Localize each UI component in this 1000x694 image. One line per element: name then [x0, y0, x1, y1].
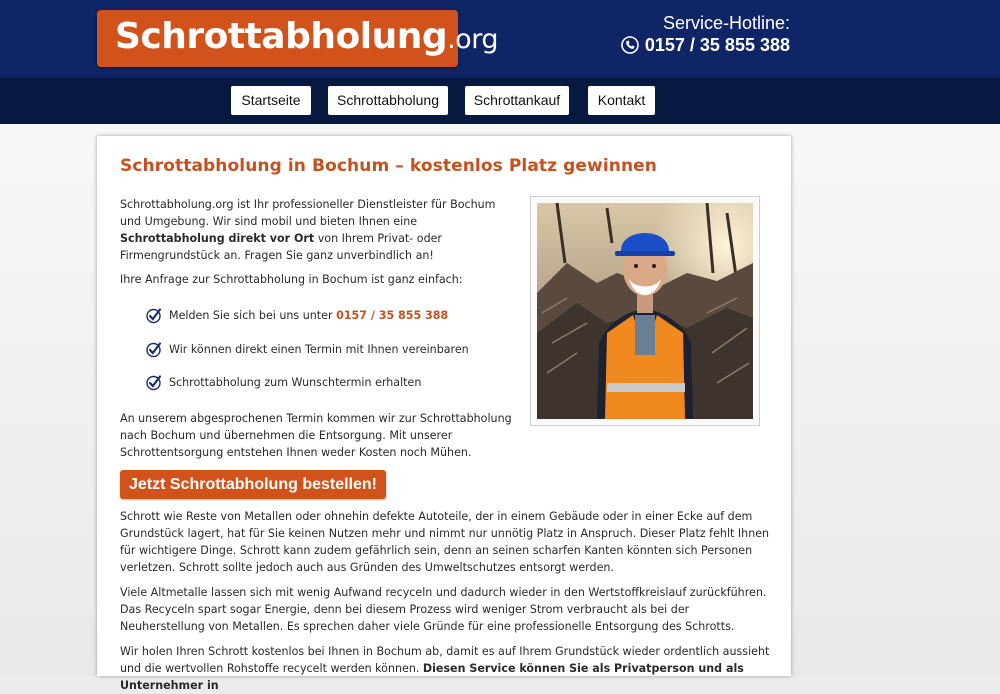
site-header [0, 0, 1000, 78]
main-content-card [97, 136, 791, 692]
step-text [169, 307, 448, 325]
page-title: Schrottabholung in Bochum – kostenlos Platz gewinnen [120, 156, 658, 176]
content-paragraph-3-text: Wir holen Ihren Schrott kostenlos bei Ihnen in Bochum ab, damit es auf Ihrem Grundstück wieder ordentlich aussieht und die wertvollen Rohstoffe recycelt werden können. [120, 645, 770, 675]
content-paragraph-1: Schrott wie Reste von Metallen oder ohnehin defekte Autoteile, der in einem Gebäude oder in einer Ecke auf dem Grundstück lagert, hat für Sie keinen Nutzen mehr und nimmt nur unnötig Platz in Anspruch. Dieser Platz fehlt Ihnen für wichtigere Dinge. Schrott kann zudem gefährlich sein, denn an seinen scharfen Kanten könnten sich Personen verletzen. Schrott sollte jedoch auch aus Gründen des Umweltschutzes entsorgt werden. [120, 510, 770, 574]
nav-schrottabholung[interactable]: Schrottabholung [328, 86, 448, 115]
order-pickup-button[interactable]: Jetzt Schrottabholung bestellen! [120, 470, 386, 499]
main-navigation [0, 78, 1000, 124]
hotline-label: Service-Hotline: [662, 13, 790, 33]
after-steps-paragraph: An unserem abgesprochenen Termin kommen wir zur Schrottabholung nach Bochum und übernehmen die Entsorgung. Mit unserer Schrottentsorgung entstehen Ihnen weder Kosten noch Mühen. [120, 412, 512, 459]
step-text-call: Melden Sie sich bei uns unter [169, 309, 337, 322]
nav-startseite[interactable]: Startseite [231, 86, 311, 115]
intro-paragraph [120, 196, 510, 264]
check-circle-icon [145, 374, 162, 397]
step-text-pickup: Schrottabholung zum Wunschtermin erhalten [169, 376, 422, 389]
logo[interactable] [97, 10, 498, 67]
logo-text [115, 15, 498, 62]
nav-kontakt[interactable]: Kontakt [588, 86, 655, 115]
logo-main-text: Schrottabholung [115, 16, 448, 57]
service-hotline [600, 13, 790, 59]
steps-intro: Ihre Anfrage zur Schrottabholung in Bochum ist ganz einfach: [120, 273, 463, 286]
nav-schrottankauf[interactable]: Schrottankauf [465, 86, 569, 115]
check-circle-icon [145, 341, 162, 364]
step-phone-link[interactable]: 0157 / 35 855 388 [336, 309, 449, 322]
logo-tld-text: .org [447, 24, 498, 55]
phone-icon [621, 36, 639, 59]
intro-text-1: Schrottabholung.org ist Ihr professioneller Dienstleister für Bochum und Umgebung. Wir sind mobil und bieten Ihnen eine [120, 198, 496, 228]
intro-text-2: von Ihrem Privat- oder Firmengrundstück an. Fragen Sie ganz unverbindlich an! [120, 232, 442, 262]
worker-photo-frame [530, 196, 760, 426]
worker-photo [537, 203, 753, 419]
hotline-number: 0157 / 35 855 388 [644, 35, 790, 55]
check-circle-icon [145, 307, 162, 330]
hotline-number-row[interactable] [600, 34, 790, 59]
content-paragraph-3 [120, 643, 770, 694]
content-paragraph-2: Viele Altmetalle lassen sich mit wenig Aufwand recyceln und dadurch wieder in den Wertstoffkreislauf zurückführen. Das Recyceln spart sogar Energie, denn bei diesem Prozess wird weniger Strom verbraucht als bei der Neuherstellung von Metallen. Es sprechen daher viele Gründe für eine professionelle Entsorgung des Schrotts. [120, 586, 767, 633]
content-paragraph-3-bold: Diesen Service können Sie als Privatperson und als Unternehmer in [120, 662, 744, 692]
intro-text-bold: Schrottabholung direkt vor Ort [120, 232, 315, 245]
step-text-appointment: Wir können direkt einen Termin mit Ihnen vereinbaren [169, 343, 469, 356]
